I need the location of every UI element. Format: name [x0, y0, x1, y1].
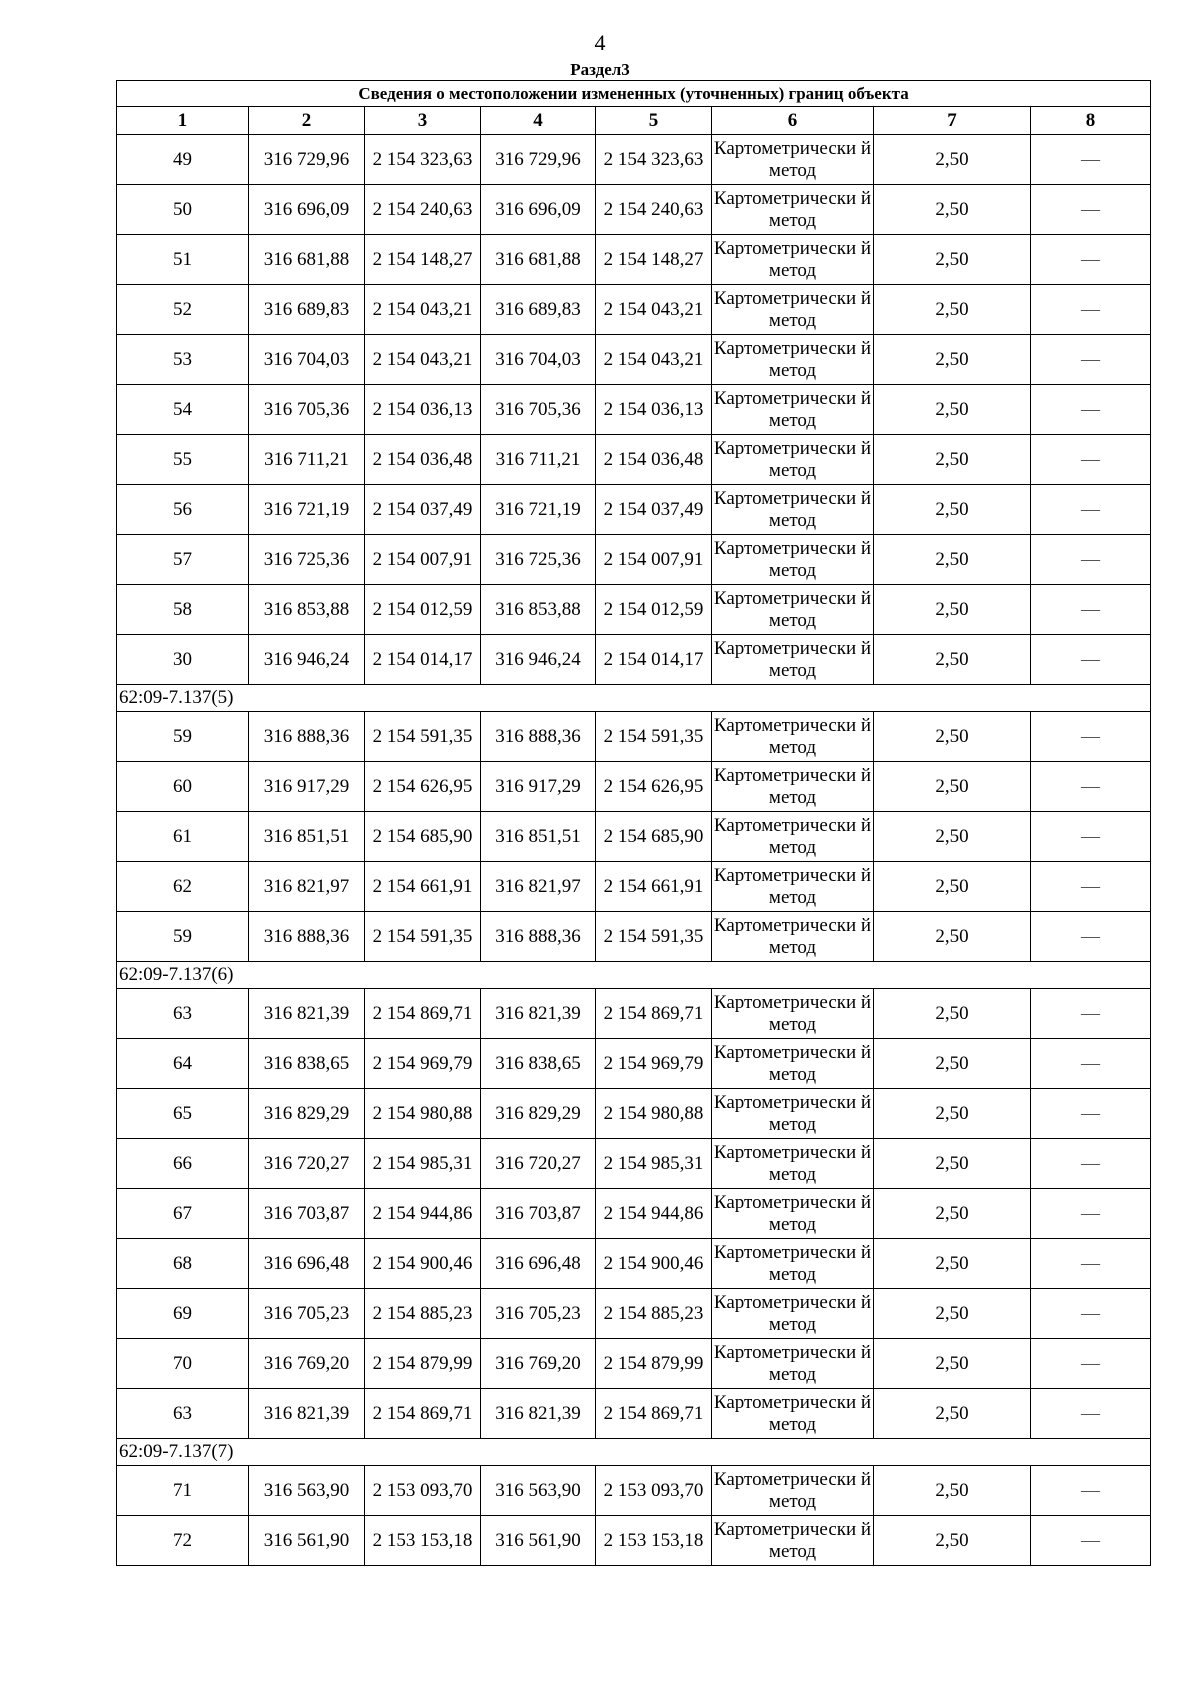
new-coordinate-y-cell: 2 153 153,18: [596, 1516, 712, 1566]
precision-cell: 2,50: [874, 712, 1031, 762]
new-coordinate-y-cell: 2 154 036,48: [596, 435, 712, 485]
method-cell: Картометрически й метод: [712, 285, 874, 335]
point-number-cell: 67: [117, 1189, 249, 1239]
description-cell: —: [1031, 435, 1151, 485]
coordinate-x-cell: 316 721,19: [249, 485, 365, 535]
coordinate-y-cell: 2 153 093,70: [365, 1466, 481, 1516]
method-cell: Картометрически й метод: [712, 862, 874, 912]
coordinate-y-cell: 2 154 944,86: [365, 1189, 481, 1239]
description-cell: —: [1031, 1189, 1151, 1239]
description-cell: —: [1031, 135, 1151, 185]
coordinate-y-cell: 2 154 043,21: [365, 335, 481, 385]
precision-cell: 2,50: [874, 1516, 1031, 1566]
table-row: [117, 989, 1151, 1039]
coordinate-y-cell: 2 154 591,35: [365, 912, 481, 962]
new-coordinate-y-cell: 2 154 869,71: [596, 989, 712, 1039]
new-coordinate-y-cell: 2 154 626,95: [596, 762, 712, 812]
method-cell: Картометрически й метод: [712, 1516, 874, 1566]
point-number-cell: 71: [117, 1466, 249, 1516]
description-cell: —: [1031, 335, 1151, 385]
new-coordinate-y-cell: 2 154 043,21: [596, 335, 712, 385]
precision-cell: 2,50: [874, 635, 1031, 685]
point-number-cell: 60: [117, 762, 249, 812]
precision-cell: 2,50: [874, 585, 1031, 635]
method-cell: Картометрически й метод: [712, 1139, 874, 1189]
coordinate-x-cell: 316 821,39: [249, 1389, 365, 1439]
precision-cell: 2,50: [874, 135, 1031, 185]
parcel-group-label: 62:09-7.137(5): [117, 685, 1151, 712]
precision-cell: 2,50: [874, 862, 1031, 912]
parcel-group-label: 62:09-7.137(7): [117, 1439, 1151, 1466]
new-coordinate-x-cell: 316 711,21: [481, 435, 596, 485]
description-cell: —: [1031, 1289, 1151, 1339]
method-cell: Картометрически й метод: [712, 535, 874, 585]
coordinate-x-cell: 316 689,83: [249, 285, 365, 335]
point-number-cell: 53: [117, 335, 249, 385]
precision-cell: 2,50: [874, 335, 1031, 385]
point-number-cell: 55: [117, 435, 249, 485]
point-number-cell: 63: [117, 1389, 249, 1439]
description-cell: —: [1031, 535, 1151, 585]
new-coordinate-y-cell: 2 153 093,70: [596, 1466, 712, 1516]
section-title: Раздел3: [570, 60, 630, 79]
method-cell: Картометрически й метод: [712, 712, 874, 762]
new-coordinate-x-cell: 316 838,65: [481, 1039, 596, 1089]
description-cell: —: [1031, 912, 1151, 962]
coordinate-y-cell: 2 154 007,91: [365, 535, 481, 585]
method-cell: Картометрически й метод: [712, 185, 874, 235]
coordinate-x-cell: 316 563,90: [249, 1466, 365, 1516]
table-row: [117, 385, 1151, 435]
table-row: [117, 762, 1151, 812]
point-number-cell: 66: [117, 1139, 249, 1189]
new-coordinate-y-cell: 2 154 007,91: [596, 535, 712, 585]
table-row: [117, 1189, 1151, 1239]
new-coordinate-x-cell: 316 720,27: [481, 1139, 596, 1189]
column-number: 6: [712, 107, 874, 135]
coordinate-x-cell: 316 681,88: [249, 235, 365, 285]
new-coordinate-x-cell: 316 851,51: [481, 812, 596, 862]
coordinate-y-cell: 2 154 885,23: [365, 1289, 481, 1339]
new-coordinate-y-cell: 2 154 012,59: [596, 585, 712, 635]
coordinate-y-cell: 2 154 323,63: [365, 135, 481, 185]
table-row: [117, 1339, 1151, 1389]
description-cell: —: [1031, 1239, 1151, 1289]
precision-cell: 2,50: [874, 1039, 1031, 1089]
point-number-cell: 63: [117, 989, 249, 1039]
description-cell: —: [1031, 385, 1151, 435]
table-row: [117, 862, 1151, 912]
column-number: 5: [596, 107, 712, 135]
table-row: [117, 1239, 1151, 1289]
new-coordinate-y-cell: 2 154 985,31: [596, 1139, 712, 1189]
coordinate-y-cell: 2 154 591,35: [365, 712, 481, 762]
table-row: [117, 1089, 1151, 1139]
point-number-cell: 69: [117, 1289, 249, 1339]
coordinate-y-cell: 2 154 869,71: [365, 989, 481, 1039]
point-number-cell: 54: [117, 385, 249, 435]
new-coordinate-y-cell: 2 154 591,35: [596, 912, 712, 962]
coordinate-y-cell: 2 154 980,88: [365, 1089, 481, 1139]
precision-cell: 2,50: [874, 1139, 1031, 1189]
coordinate-y-cell: 2 154 685,90: [365, 812, 481, 862]
new-coordinate-y-cell: 2 154 980,88: [596, 1089, 712, 1139]
method-cell: Картометрически й метод: [712, 912, 874, 962]
description-cell: —: [1031, 712, 1151, 762]
method-cell: Картометрически й метод: [712, 585, 874, 635]
precision-cell: 2,50: [874, 1466, 1031, 1516]
table-row: [117, 1389, 1151, 1439]
point-number-cell: 62: [117, 862, 249, 912]
new-coordinate-x-cell: 316 946,24: [481, 635, 596, 685]
precision-cell: 2,50: [874, 989, 1031, 1039]
column-number: 7: [874, 107, 1031, 135]
new-coordinate-x-cell: 316 917,29: [481, 762, 596, 812]
point-number-cell: 59: [117, 712, 249, 762]
description-cell: —: [1031, 285, 1151, 335]
point-number-cell: 58: [117, 585, 249, 635]
coordinate-x-cell: 316 888,36: [249, 712, 365, 762]
new-coordinate-x-cell: 316 888,36: [481, 912, 596, 962]
precision-cell: 2,50: [874, 812, 1031, 862]
method-cell: Картометрически й метод: [712, 989, 874, 1039]
description-cell: —: [1031, 485, 1151, 535]
method-cell: Картометрически й метод: [712, 1289, 874, 1339]
method-cell: Картометрически й метод: [712, 385, 874, 435]
coordinate-y-cell: 2 154 036,48: [365, 435, 481, 485]
method-cell: Картометрически й метод: [712, 1039, 874, 1089]
table-caption: Сведения о местоположении измененных (уточненных) границ объекта: [117, 81, 1151, 107]
new-coordinate-x-cell: 316 696,09: [481, 185, 596, 235]
coordinate-x-cell: 316 829,29: [249, 1089, 365, 1139]
column-number: 1: [117, 107, 249, 135]
description-cell: —: [1031, 1389, 1151, 1439]
table-row: [117, 635, 1151, 685]
new-coordinate-y-cell: 2 154 036,13: [596, 385, 712, 435]
table-row: [117, 1289, 1151, 1339]
precision-cell: 2,50: [874, 185, 1031, 235]
new-coordinate-y-cell: 2 154 944,86: [596, 1189, 712, 1239]
new-coordinate-x-cell: 316 563,90: [481, 1466, 596, 1516]
description-cell: —: [1031, 1466, 1151, 1516]
coordinate-x-cell: 316 561,90: [249, 1516, 365, 1566]
precision-cell: 2,50: [874, 762, 1031, 812]
coordinate-x-cell: 316 729,96: [249, 135, 365, 185]
table-row: [117, 1466, 1151, 1516]
coordinate-x-cell: 316 769,20: [249, 1339, 365, 1389]
description-cell: —: [1031, 1039, 1151, 1089]
coordinate-x-cell: 316 711,21: [249, 435, 365, 485]
precision-cell: 2,50: [874, 235, 1031, 285]
coordinate-y-cell: 2 154 012,59: [365, 585, 481, 635]
new-coordinate-x-cell: 316 821,97: [481, 862, 596, 912]
description-cell: —: [1031, 235, 1151, 285]
new-coordinate-x-cell: 316 725,36: [481, 535, 596, 585]
method-cell: Картометрически й метод: [712, 1089, 874, 1139]
new-coordinate-x-cell: 316 721,19: [481, 485, 596, 535]
new-coordinate-y-cell: 2 154 661,91: [596, 862, 712, 912]
new-coordinate-x-cell: 316 829,29: [481, 1089, 596, 1139]
coordinate-x-cell: 316 917,29: [249, 762, 365, 812]
coordinate-y-cell: 2 154 985,31: [365, 1139, 481, 1189]
method-cell: Картометрически й метод: [712, 812, 874, 862]
precision-cell: 2,50: [874, 1089, 1031, 1139]
table-row: [117, 712, 1151, 762]
coordinate-y-cell: 2 154 900,46: [365, 1239, 481, 1289]
point-number-cell: 52: [117, 285, 249, 335]
coordinate-x-cell: 316 703,87: [249, 1189, 365, 1239]
table-row: [117, 235, 1151, 285]
precision-cell: 2,50: [874, 1289, 1031, 1339]
precision-cell: 2,50: [874, 485, 1031, 535]
coordinate-y-cell: 2 154 969,79: [365, 1039, 481, 1089]
coordinate-x-cell: 316 705,23: [249, 1289, 365, 1339]
new-coordinate-x-cell: 316 681,88: [481, 235, 596, 285]
method-cell: Картометрически й метод: [712, 1239, 874, 1289]
new-coordinate-x-cell: 316 853,88: [481, 585, 596, 635]
new-coordinate-x-cell: 316 703,87: [481, 1189, 596, 1239]
coordinate-y-cell: 2 154 661,91: [365, 862, 481, 912]
coordinate-y-cell: 2 154 014,17: [365, 635, 481, 685]
table-row: [117, 1516, 1151, 1566]
description-cell: —: [1031, 1089, 1151, 1139]
new-coordinate-x-cell: 316 888,36: [481, 712, 596, 762]
table-row: [117, 535, 1151, 585]
new-coordinate-x-cell: 316 729,96: [481, 135, 596, 185]
new-coordinate-y-cell: 2 154 900,46: [596, 1239, 712, 1289]
coordinate-x-cell: 316 696,48: [249, 1239, 365, 1289]
parcel-group-row: [117, 685, 1151, 712]
table-row: [117, 185, 1151, 235]
description-cell: —: [1031, 635, 1151, 685]
coordinate-y-cell: 2 154 037,49: [365, 485, 481, 535]
method-cell: Картометрически й метод: [712, 435, 874, 485]
description-cell: —: [1031, 1339, 1151, 1389]
point-number-cell: 64: [117, 1039, 249, 1089]
column-number: 3: [365, 107, 481, 135]
description-cell: —: [1031, 812, 1151, 862]
page-number: 4: [594, 30, 606, 55]
description-cell: —: [1031, 862, 1151, 912]
parcel-group-row: [117, 962, 1151, 989]
method-cell: Картометрически й метод: [712, 1339, 874, 1389]
precision-cell: 2,50: [874, 912, 1031, 962]
table-row: [117, 585, 1151, 635]
description-cell: —: [1031, 185, 1151, 235]
new-coordinate-x-cell: 316 821,39: [481, 1389, 596, 1439]
coordinate-y-cell: 2 154 869,71: [365, 1389, 481, 1439]
new-coordinate-x-cell: 316 705,23: [481, 1289, 596, 1339]
precision-cell: 2,50: [874, 285, 1031, 335]
parcel-group-row: [117, 1439, 1151, 1466]
precision-cell: 2,50: [874, 535, 1031, 585]
point-number-cell: 57: [117, 535, 249, 585]
precision-cell: 2,50: [874, 385, 1031, 435]
coordinate-x-cell: 316 704,03: [249, 335, 365, 385]
coordinate-x-cell: 316 696,09: [249, 185, 365, 235]
column-number: 8: [1031, 107, 1151, 135]
point-number-cell: 59: [117, 912, 249, 962]
new-coordinate-y-cell: 2 154 969,79: [596, 1039, 712, 1089]
description-cell: —: [1031, 585, 1151, 635]
new-coordinate-x-cell: 316 705,36: [481, 385, 596, 435]
column-number: 4: [481, 107, 596, 135]
point-number-cell: 30: [117, 635, 249, 685]
new-coordinate-x-cell: 316 696,48: [481, 1239, 596, 1289]
table-row: [117, 285, 1151, 335]
method-cell: Картометрически й метод: [712, 1466, 874, 1516]
coordinate-x-cell: 316 725,36: [249, 535, 365, 585]
precision-cell: 2,50: [874, 435, 1031, 485]
new-coordinate-y-cell: 2 154 148,27: [596, 235, 712, 285]
method-cell: Картометрически й метод: [712, 1389, 874, 1439]
coordinate-x-cell: 316 705,36: [249, 385, 365, 435]
new-coordinate-y-cell: 2 154 014,17: [596, 635, 712, 685]
method-cell: Картометрически й метод: [712, 635, 874, 685]
method-cell: Картометрически й метод: [712, 235, 874, 285]
description-cell: —: [1031, 1516, 1151, 1566]
coordinate-y-cell: 2 154 240,63: [365, 185, 481, 235]
new-coordinate-y-cell: 2 154 043,21: [596, 285, 712, 335]
parcel-group-label: 62:09-7.137(6): [117, 962, 1151, 989]
method-cell: Картометрически й метод: [712, 335, 874, 385]
coordinate-y-cell: 2 154 036,13: [365, 385, 481, 435]
method-cell: Картометрически й метод: [712, 135, 874, 185]
point-number-cell: 51: [117, 235, 249, 285]
coordinate-x-cell: 316 821,39: [249, 989, 365, 1039]
point-number-cell: 72: [117, 1516, 249, 1566]
method-cell: Картометрически й метод: [712, 1189, 874, 1239]
precision-cell: 2,50: [874, 1239, 1031, 1289]
new-coordinate-x-cell: 316 821,39: [481, 989, 596, 1039]
table-row: [117, 485, 1151, 535]
column-number-row: [117, 107, 1151, 135]
new-coordinate-y-cell: 2 154 869,71: [596, 1389, 712, 1439]
coordinate-x-cell: 316 851,51: [249, 812, 365, 862]
coordinate-y-cell: 2 154 626,95: [365, 762, 481, 812]
precision-cell: 2,50: [874, 1389, 1031, 1439]
new-coordinate-y-cell: 2 154 885,23: [596, 1289, 712, 1339]
coordinate-y-cell: 2 153 153,18: [365, 1516, 481, 1566]
new-coordinate-x-cell: 316 769,20: [481, 1339, 596, 1389]
description-cell: —: [1031, 762, 1151, 812]
coordinate-x-cell: 316 838,65: [249, 1039, 365, 1089]
point-number-cell: 56: [117, 485, 249, 535]
coordinate-y-cell: 2 154 148,27: [365, 235, 481, 285]
table-row: [117, 335, 1151, 385]
point-number-cell: 65: [117, 1089, 249, 1139]
new-coordinate-y-cell: 2 154 240,63: [596, 185, 712, 235]
new-coordinate-y-cell: 2 154 879,99: [596, 1339, 712, 1389]
new-coordinate-x-cell: 316 704,03: [481, 335, 596, 385]
point-number-cell: 61: [117, 812, 249, 862]
table-row: [117, 912, 1151, 962]
table-row: [117, 1039, 1151, 1089]
boundary-coordinates-table: [116, 80, 1151, 1566]
coordinate-y-cell: 2 154 043,21: [365, 285, 481, 335]
precision-cell: 2,50: [874, 1339, 1031, 1389]
coordinate-x-cell: 316 946,24: [249, 635, 365, 685]
table-row: [117, 812, 1151, 862]
coordinate-x-cell: 316 853,88: [249, 585, 365, 635]
table-row: [117, 135, 1151, 185]
new-coordinate-y-cell: 2 154 037,49: [596, 485, 712, 535]
point-number-cell: 68: [117, 1239, 249, 1289]
new-coordinate-y-cell: 2 154 323,63: [596, 135, 712, 185]
coordinate-x-cell: 316 888,36: [249, 912, 365, 962]
new-coordinate-y-cell: 2 154 591,35: [596, 712, 712, 762]
method-cell: Картометрически й метод: [712, 762, 874, 812]
table-row: [117, 1139, 1151, 1189]
point-number-cell: 70: [117, 1339, 249, 1389]
coordinate-x-cell: 316 821,97: [249, 862, 365, 912]
description-cell: —: [1031, 989, 1151, 1039]
precision-cell: 2,50: [874, 1189, 1031, 1239]
point-number-cell: 50: [117, 185, 249, 235]
description-cell: —: [1031, 1139, 1151, 1189]
new-coordinate-x-cell: 316 561,90: [481, 1516, 596, 1566]
coordinate-y-cell: 2 154 879,99: [365, 1339, 481, 1389]
column-number: 2: [249, 107, 365, 135]
coordinate-x-cell: 316 720,27: [249, 1139, 365, 1189]
point-number-cell: 49: [117, 135, 249, 185]
new-coordinate-x-cell: 316 689,83: [481, 285, 596, 335]
table-row: [117, 435, 1151, 485]
new-coordinate-y-cell: 2 154 685,90: [596, 812, 712, 862]
method-cell: Картометрически й метод: [712, 485, 874, 535]
